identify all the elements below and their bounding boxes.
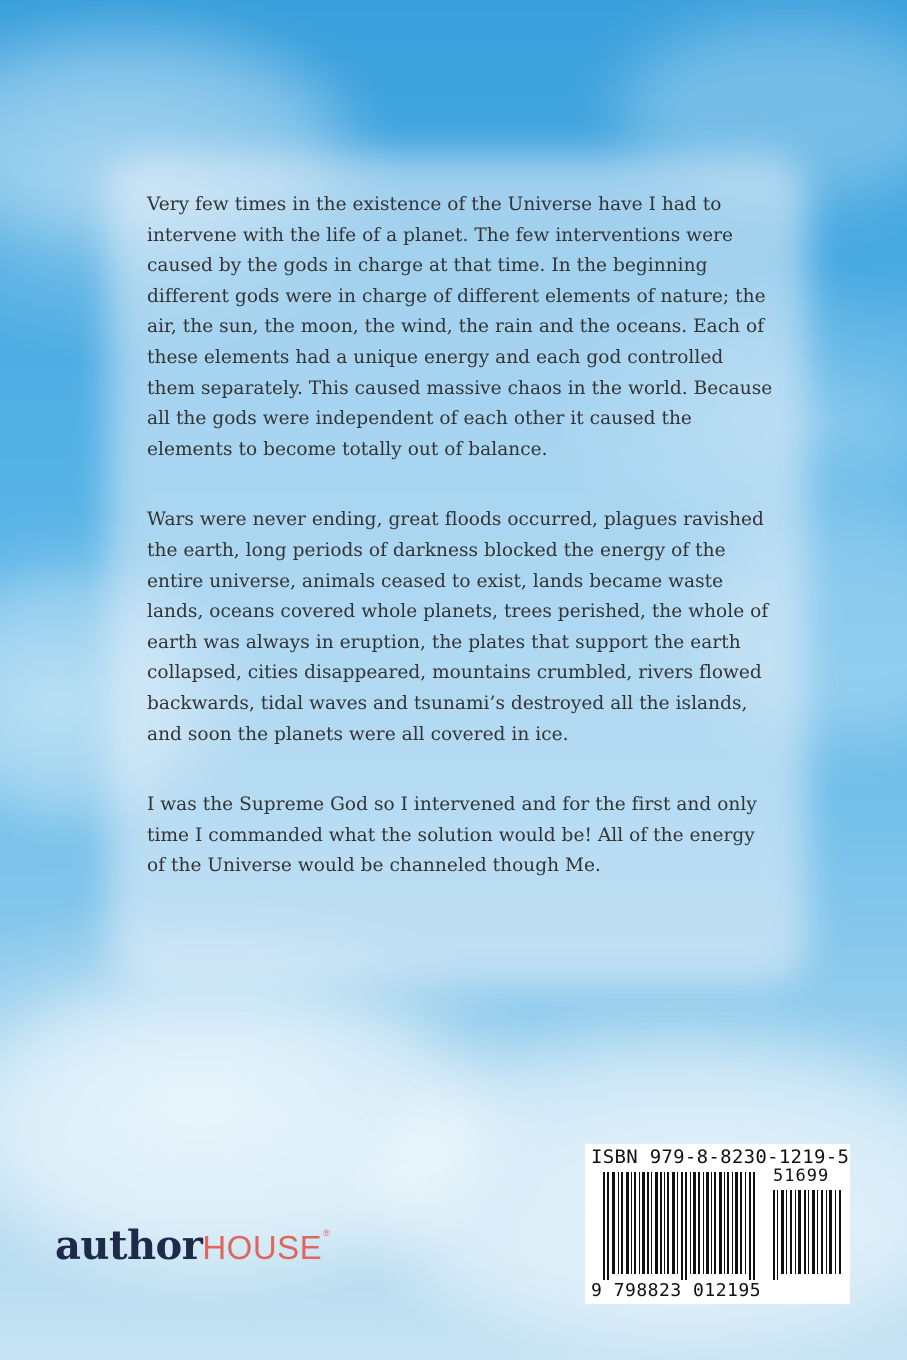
barcode-bar bbox=[634, 1172, 636, 1274]
barcode-bar bbox=[773, 1190, 775, 1280]
barcode-bar bbox=[786, 1190, 787, 1274]
barcode-bar bbox=[626, 1172, 629, 1274]
blurb bbox=[147, 190, 777, 882]
logo-house-text: HOUSE bbox=[202, 1229, 323, 1266]
barcode-bar bbox=[706, 1172, 709, 1274]
barcode-bar bbox=[798, 1190, 801, 1274]
barcode-bar bbox=[795, 1190, 796, 1274]
barcode-bar bbox=[753, 1172, 755, 1280]
barcode-bar bbox=[621, 1172, 623, 1274]
barcode-bar bbox=[603, 1172, 605, 1280]
barcode-bar bbox=[685, 1172, 687, 1280]
barcode-bar bbox=[655, 1172, 658, 1274]
logo-author-text: author bbox=[55, 1222, 203, 1269]
barcode-bar bbox=[826, 1190, 827, 1274]
barcode-bar bbox=[835, 1190, 836, 1274]
barcode-bar bbox=[642, 1172, 645, 1274]
barcode-bar bbox=[719, 1172, 722, 1274]
barcode-bar bbox=[790, 1190, 792, 1274]
blurb-paragraph-3: I was the Supreme God so I intervened and for the first and only time I commanded what the solution would be! All of the energy of the Universe would be channeled though Me. bbox=[147, 794, 757, 877]
barcode-bar bbox=[817, 1190, 818, 1274]
barcode-bar bbox=[829, 1190, 832, 1274]
barcode-bar bbox=[681, 1172, 683, 1280]
barcode-bar bbox=[781, 1190, 784, 1274]
barcode-bar bbox=[745, 1172, 746, 1274]
publisher-logo bbox=[55, 1222, 329, 1272]
barcode-bar bbox=[690, 1172, 691, 1274]
barcode-bar bbox=[735, 1172, 738, 1274]
barcode-bar bbox=[639, 1172, 640, 1274]
price-code: 51699 bbox=[773, 1166, 830, 1186]
barcode-bar bbox=[777, 1190, 778, 1280]
barcode-bar bbox=[808, 1190, 809, 1274]
barcode-bar bbox=[839, 1190, 841, 1274]
isbn-barcode bbox=[585, 1144, 850, 1304]
barcode-bar bbox=[804, 1190, 806, 1274]
barcode-bar bbox=[732, 1172, 733, 1274]
barcode-bar bbox=[727, 1172, 729, 1274]
barcode-bar bbox=[631, 1172, 632, 1274]
blurb-paragraph-2: Wars were never ending, great floods occurred, plagues ravished the earth, long periods of darkness blocked the energy of the entire universe, animals ceased to exist, lands became waste lands, oceans covered whole planets, trees perished, the whole of earth was always in eruption, the plates that support the earth collapsed, cities disappeared, mountains crumbled, rivers flowed backwards, tidal waves and tsunami’s destroyed all the islands, and soon the planets were all covered in ice. bbox=[147, 509, 769, 745]
ean-digits: 9 798823 012195 bbox=[591, 1280, 762, 1301]
barcode-bar bbox=[749, 1172, 751, 1280]
barcode-bar bbox=[698, 1172, 700, 1274]
barcode-bar bbox=[664, 1172, 665, 1274]
blurb-paragraph-1: Very few times in the existence of the Universe have I had to intervene with the life of a planet. The few interventions were caused by the gods in charge at that time. In the beginning different gods were in charge of different elements of nature; the air, the sun, the moon, the wind, the rain and the oceans. Each of these elements had a unique energy and each god controlled them separately. This caused massive chaos in the world. Because all the gods were independent of each other it caused the elements to become totally out of balance. bbox=[147, 194, 773, 460]
barcode-bar bbox=[607, 1172, 609, 1280]
barcode-bar bbox=[612, 1172, 615, 1274]
barcode-bar bbox=[711, 1172, 712, 1274]
barcode-bar bbox=[703, 1172, 704, 1274]
barcode-bar bbox=[647, 1172, 649, 1274]
barcode-bar bbox=[821, 1190, 823, 1274]
barcode-bar bbox=[618, 1172, 619, 1274]
barcode-bar bbox=[714, 1172, 716, 1274]
barcode-bar bbox=[693, 1172, 696, 1274]
barcode-bar bbox=[660, 1172, 662, 1274]
barcode-bar bbox=[651, 1172, 652, 1274]
barcode-bar bbox=[740, 1172, 742, 1274]
registered-mark: ® bbox=[323, 1228, 330, 1238]
barcode-bar bbox=[677, 1172, 678, 1274]
barcode-bar bbox=[724, 1172, 725, 1274]
barcode-bar bbox=[667, 1172, 669, 1274]
barcode-bar bbox=[672, 1172, 675, 1274]
isbn-label: ISBN 979-8-8230-1219-5 bbox=[591, 1146, 850, 1168]
barcode-bar bbox=[812, 1190, 815, 1274]
